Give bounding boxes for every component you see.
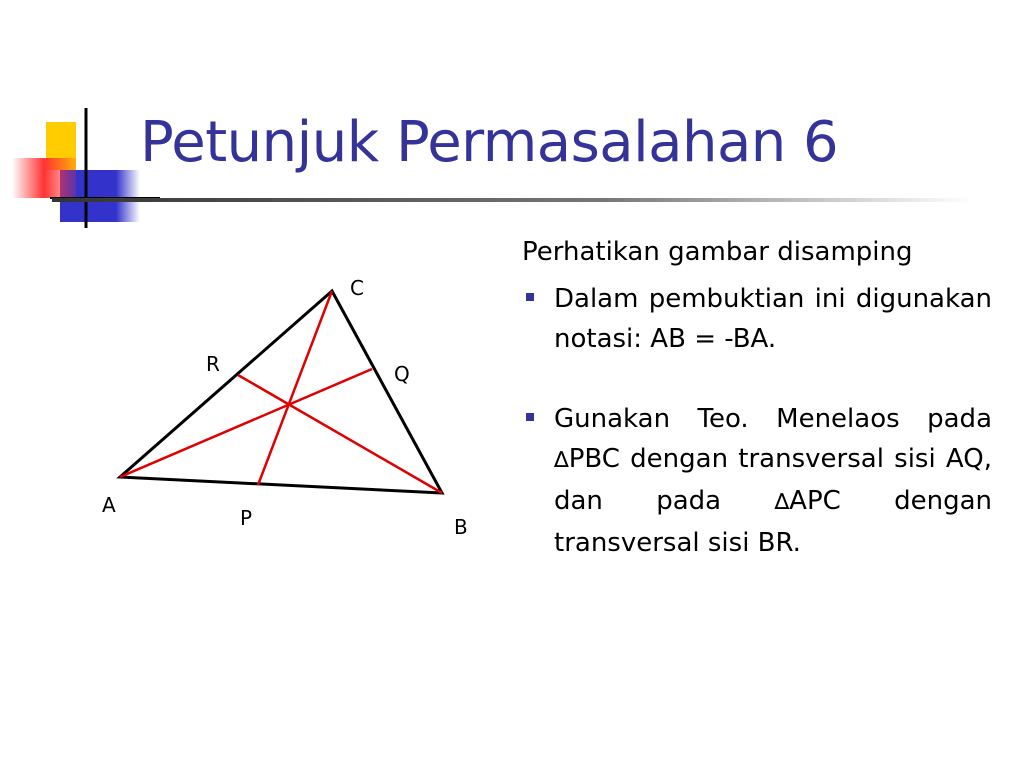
content-area: [522, 232, 992, 563]
label-a: A: [102, 493, 116, 517]
label-b: B: [454, 515, 468, 539]
bullet-text-part2: PBC dengan transversal sisi AQ, dan pada: [554, 444, 992, 516]
title-underline: [52, 198, 972, 202]
label-q: Q: [394, 362, 410, 386]
bullet-text-part1: Gunakan Teo. Menelaos pada: [554, 404, 992, 434]
triangle-symbol: ∆: [554, 448, 569, 473]
triangle-edges: [120, 291, 442, 493]
label-p: P: [240, 506, 253, 530]
intro-text: Perhatikan gambar disamping: [522, 237, 913, 267]
bullet-text-part3: APC dengan transversal sisi BR.: [554, 486, 992, 558]
bullet-text: Dalam pembuktian ini digunakan notasi: AB = -BA.: [554, 284, 992, 354]
label-c: C: [350, 276, 364, 300]
label-r: R: [206, 352, 220, 376]
triangle-symbol: ∆: [774, 490, 790, 515]
triangle-abc: [120, 291, 442, 493]
cevian-ap-through-q: [120, 369, 372, 477]
cevian-cp: [258, 291, 332, 485]
bullet-item: [522, 279, 992, 359]
bullet-item: [522, 399, 992, 563]
slide-title: Petunjuk Permasalahan 6: [140, 110, 839, 175]
triangle-diagram: [90, 265, 490, 555]
bullet-marker: [526, 293, 534, 301]
bullet-marker: [526, 413, 534, 421]
cevians: [120, 291, 442, 493]
corner-decoration: [0, 100, 160, 240]
red-square: [12, 158, 76, 198]
